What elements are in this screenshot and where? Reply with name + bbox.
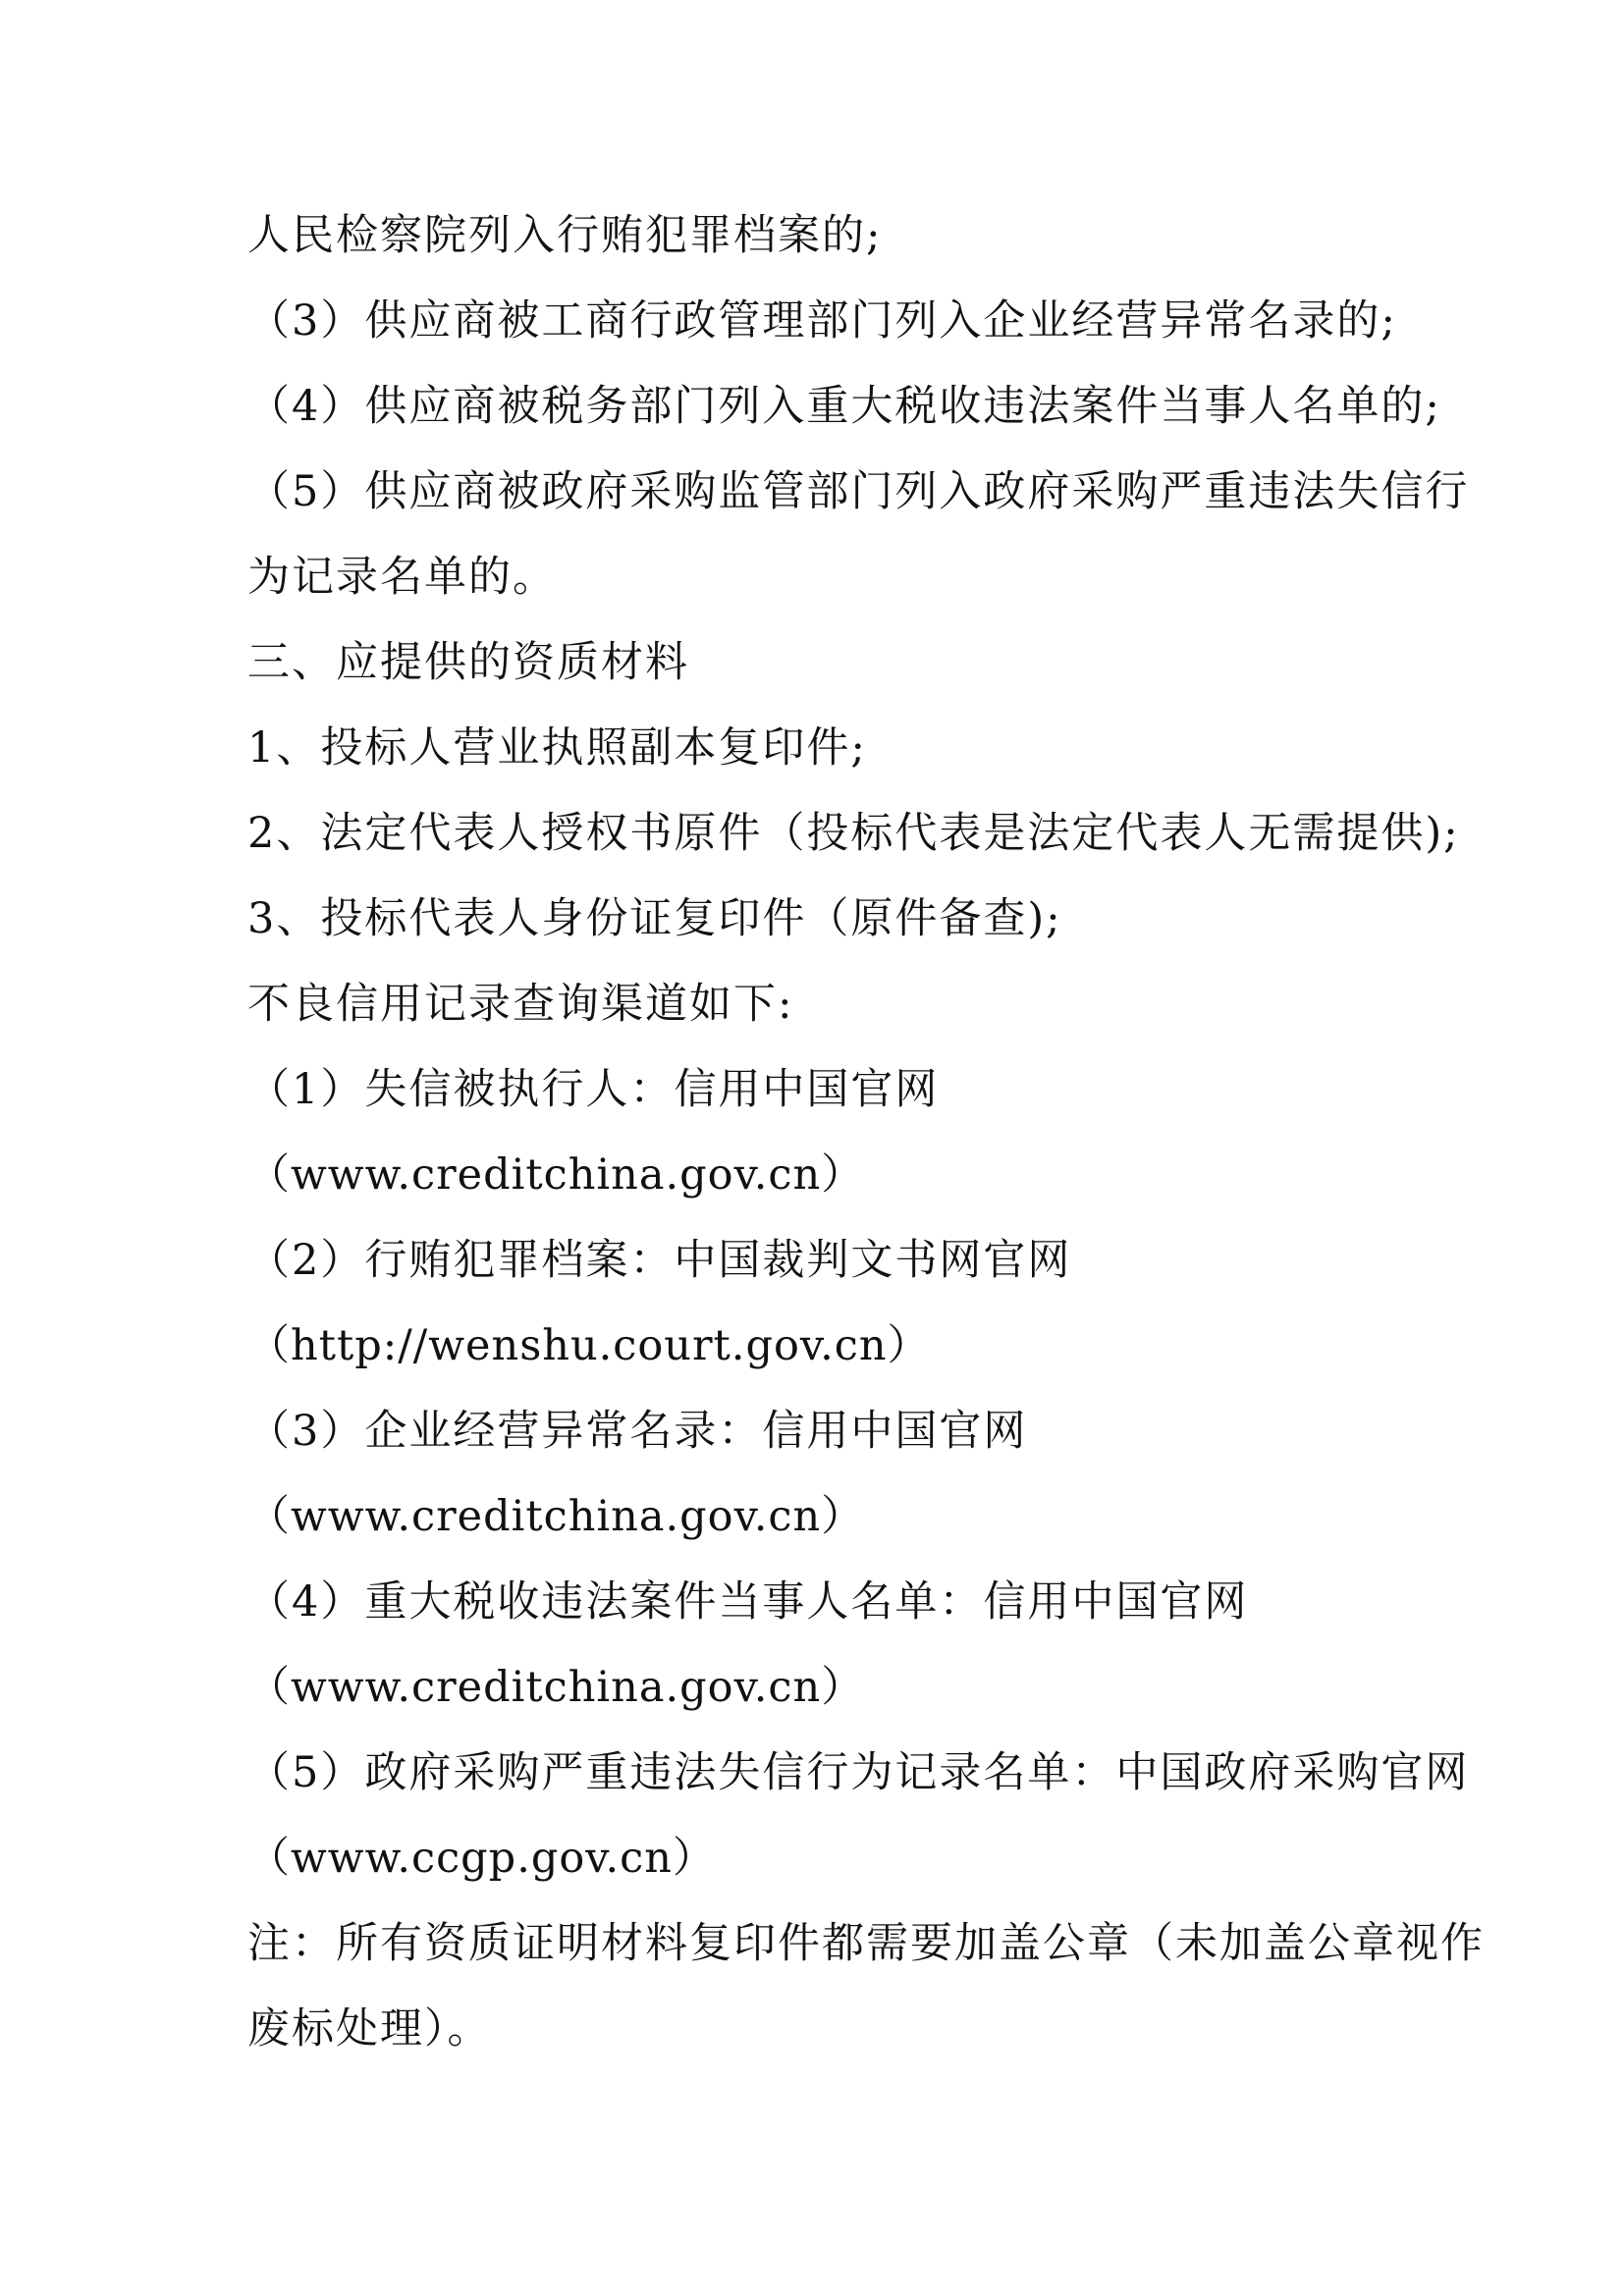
text-line: 2、法定代表人授权书原件（投标代表是法定代表人无需提供);: [247, 809, 1460, 858]
text-line: 人民检察院列入行贿犯罪档案的;: [247, 211, 883, 260]
url-text: （www.creditchina.gov.cn）: [247, 1150, 865, 1200]
text-line: （1）失信被执行人：信用中国官网: [247, 1065, 940, 1114]
url-text: （http://wenshu.court.gov.cn）: [247, 1321, 931, 1370]
text-line: 注：所有资质证明材料复印件都需要加盖公章（未加盖公章视作: [247, 1919, 1485, 1968]
url-text: （www.creditchina.gov.cn）: [247, 1492, 865, 1541]
text-line: （2）行贿犯罪档案：中国裁判文书网官网: [247, 1236, 1072, 1285]
text-line: （4）供应商被税务部门列入重大税收违法案件当事人名单的;: [247, 382, 1441, 431]
text-line: 为记录名单的。: [247, 553, 557, 602]
text-line: （5）供应商被政府采购监管部门列入政府采购严重违法失信行: [247, 467, 1470, 516]
text-line: （5）政府采购严重违法失信行为记录名单：中国政府采购官网: [247, 1748, 1470, 1797]
text-line: 不良信用记录查询渠道如下:: [247, 980, 794, 1029]
text-line: （3）供应商被工商行政管理部门列入企业经营异常名录的;: [247, 296, 1397, 346]
text-line: 3、投标代表人身份证复印件（原件备查);: [247, 894, 1062, 943]
text-line: 1、投标人营业执照副本复印件;: [247, 723, 867, 773]
section-heading: 三、应提供的资质材料: [247, 638, 689, 687]
text-line: （3）企业经营异常名录：信用中国官网: [247, 1407, 1028, 1456]
text-line: （4）重大税收违法案件当事人名单：信用中国官网: [247, 1577, 1249, 1627]
url-text: （www.creditchina.gov.cn）: [247, 1663, 865, 1712]
text-line: 废标处理）。: [247, 2004, 492, 2054]
url-text: （www.ccgp.gov.cn）: [247, 1834, 716, 1883]
